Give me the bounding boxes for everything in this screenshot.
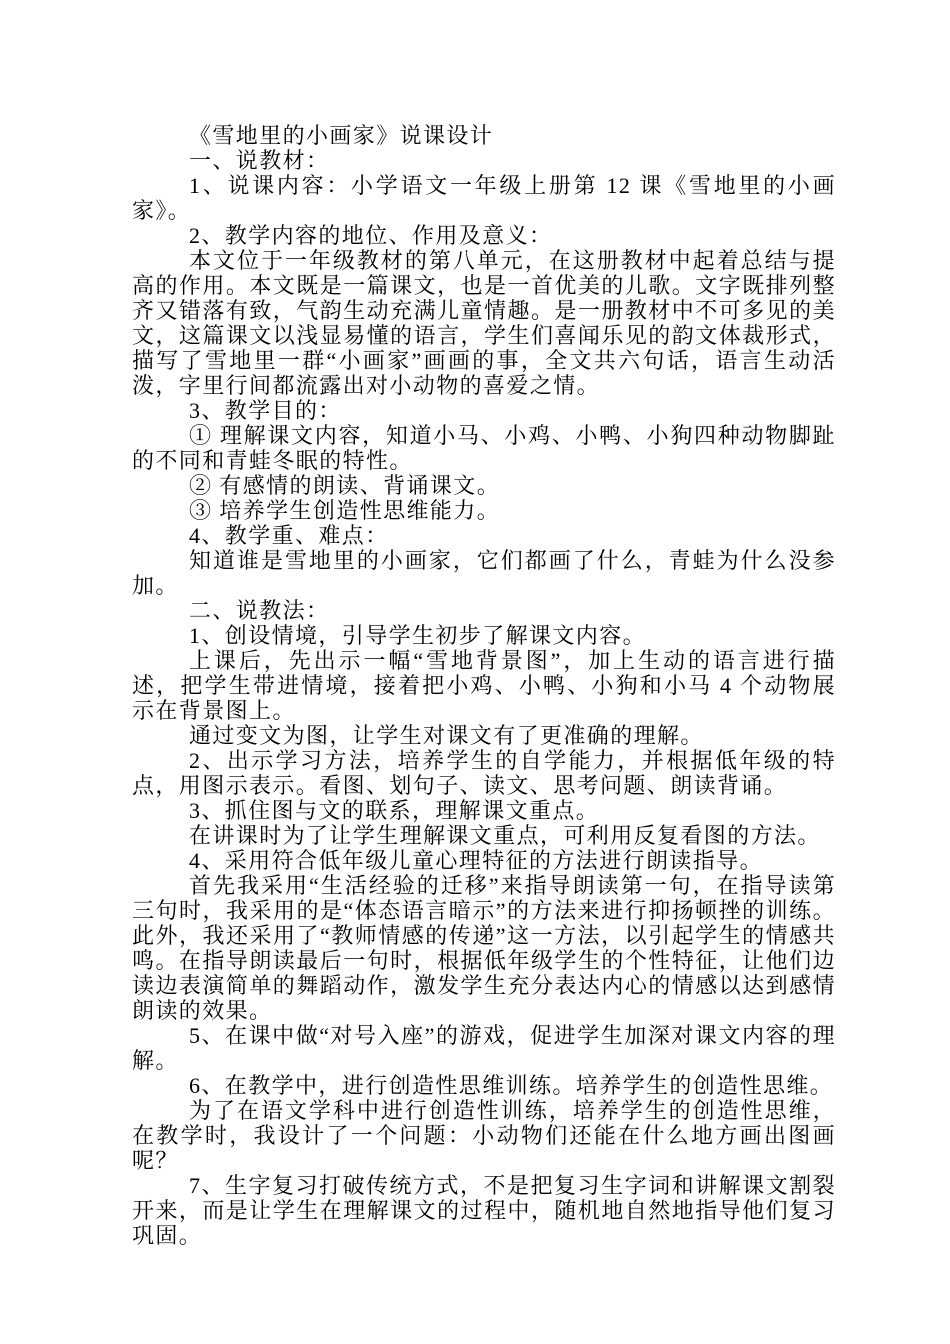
paragraph: 4、教学重、难点：: [189, 523, 389, 548]
paragraph: 5、在课中做“对号入座”的游戏，促进学生加深对课文内容的理解。: [132, 1023, 836, 1073]
paragraph: ② 有感情的朗读、背诵课文。: [189, 473, 501, 498]
paragraph: ③ 培养学生创造性思维能力。: [189, 498, 501, 523]
paragraph: 7、生字复习打破传统方式，不是把复习生字词和讲解课文割裂开来，而是让学生在理解课文的过程中，随机地自然地指导他们复习巩固。: [132, 1173, 836, 1248]
paragraph: 2、出示学习方法，培养学生的自学能力，并根据低年级的特点，用图示表示。看图、划句子、读文、思考问题、朗读背诵。: [132, 748, 836, 798]
section-heading-shuo-jiaocai: 一、说教材：: [189, 148, 330, 173]
paragraph: 知道谁是雪地里的小画家，它们都画了什么，青蛙为什么没参加。: [132, 548, 836, 598]
paragraph: 2、教学内容的地位、作用及意义：: [189, 223, 553, 248]
paragraph: 通过变文为图，让学生对课文有了更准确的理解。: [189, 723, 704, 748]
paragraph: 本文位于一年级教材的第八单元，在这册教材中起着总结与提高的作用。本文既是一篇课文，也是一首优美的儿歌。文字既排列整齐又错落有致，气韵生动充满儿童情趣。是一册教材中不可多见的美文，这篇课文以浅显易懂的语言，学生们喜闻乐见的韵文体裁形式，描写了雪地里一群“小画家”画画的事，全文共六句话，语言生动活泼，字里行间都流露出对小动物的喜爱之情。: [132, 248, 836, 398]
paragraph: 1、创设情境，引导学生初步了解课文内容。: [189, 623, 647, 648]
section-heading-shuo-jiaofa: 二、说教法：: [189, 598, 330, 623]
paragraph: 6、在教学中，进行创造性思维训练。培养学生的创造性思维。: [189, 1073, 834, 1098]
paragraph: 3、抓住图与文的联系，理解课文重点。: [189, 798, 600, 823]
paragraph: 4、采用符合低年级儿童心理特征的方法进行朗读指导。: [189, 848, 764, 873]
paragraph: 为了在语文学科中进行创造性训练，培养学生的创造性思维，在教学时，我设计了一个问题：小动物们还能在什么地方画出图画呢？: [132, 1098, 836, 1173]
paragraph: 在讲课时为了让学生理解课文重点，可利用反复看图的方法。: [189, 823, 821, 848]
document-body: [132, 123, 836, 1248]
paragraph: 3、教学目的：: [189, 398, 342, 423]
paragraph: 1、说课内容：小学语文一年级上册第 12 课《雪地里的小画家》。: [132, 173, 836, 223]
paragraph: 首先我采用“生活经验的迁移”来指导朗读第一句，在指导读第三句时，我采用的是“体态语言暗示”的方法来进行抑扬顿挫的训练。此外，我还采用了“教师情感的传递”这一方法，以引起学生的情感共鸣。在指导朗读最后一句时，根据低年级学生的个性特征，让他们边读边表演简单的舞蹈动作，激发学生充分表达内心的情感以达到感情朗读的效果。: [132, 873, 836, 1023]
paragraph: 上课后，先出示一幅“雪地背景图”，加上生动的语言进行描述，把学生带进情境，接着把小鸡、小鸭、小狗和小马 4 个动物展示在背景图上。: [132, 648, 836, 723]
document-title: 《雪地里的小画家》说课设计: [189, 123, 494, 148]
paragraph: ① 理解课文内容，知道小马、小鸡、小鸭、小狗四种动物脚趾的不同和青蛙冬眠的特性。: [132, 423, 836, 473]
